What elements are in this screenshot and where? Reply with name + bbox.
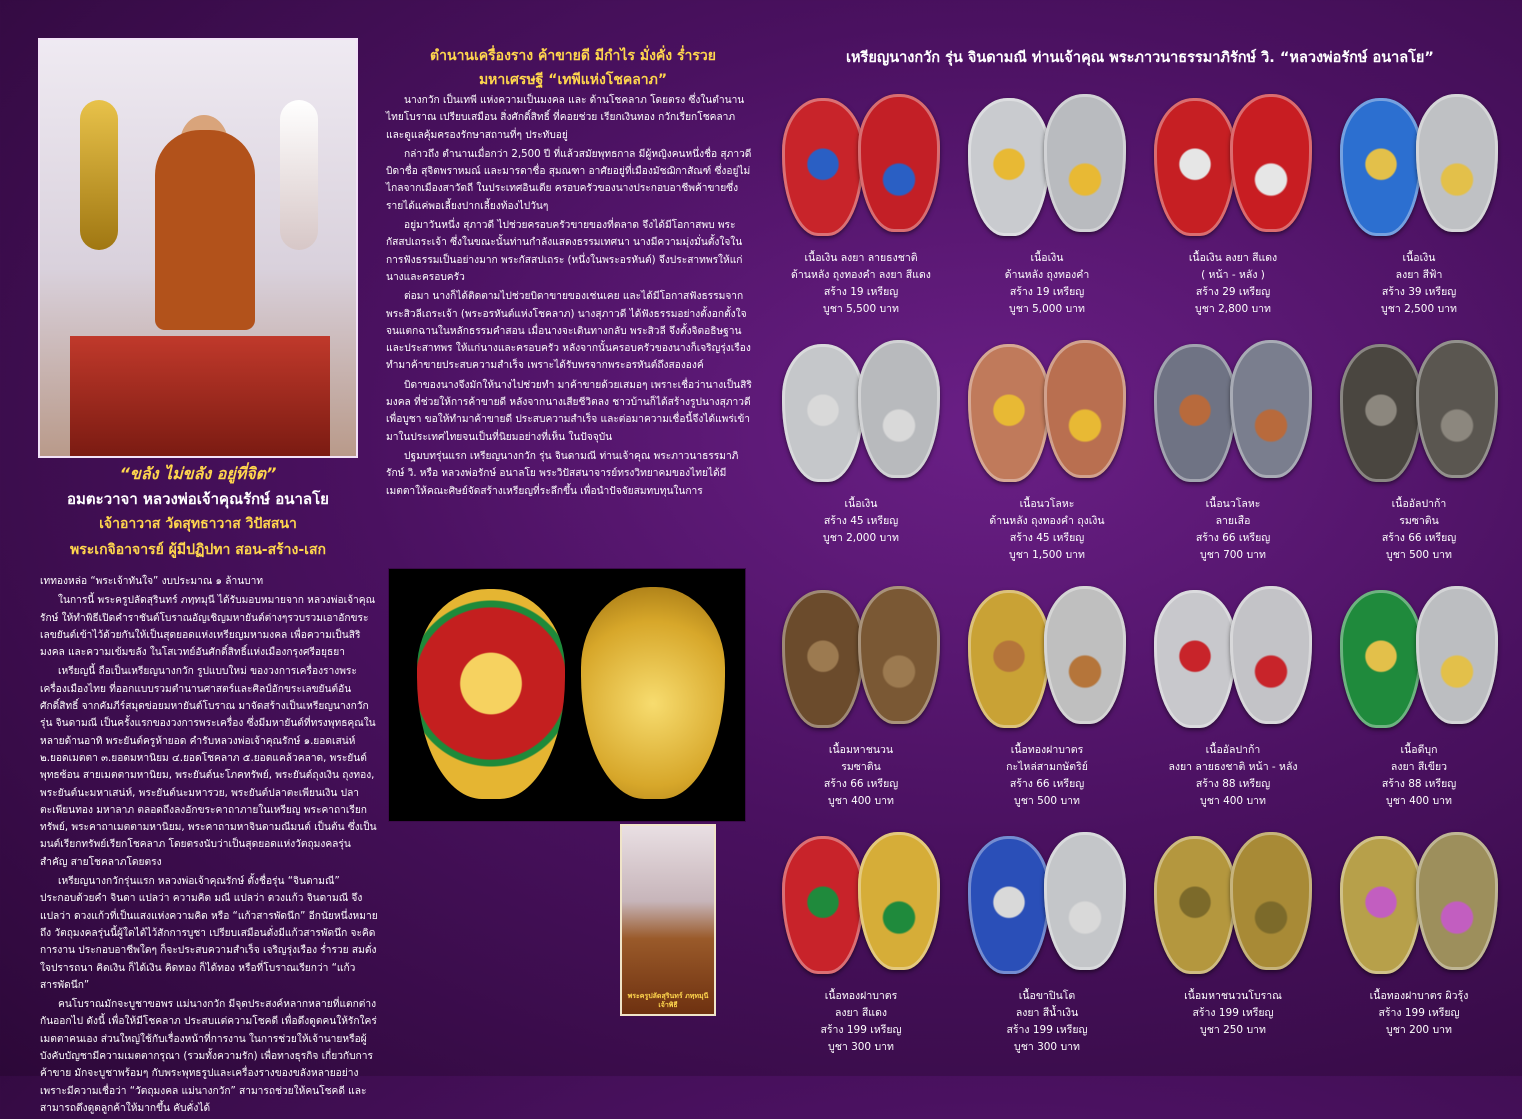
medal-description-line: บูชา 300 บาท [828, 1041, 894, 1053]
medal-item [1326, 822, 1512, 1068]
medal-front [968, 590, 1050, 728]
featured-medal-photo [388, 568, 746, 822]
medal-description-line: เนื้อเงิน ลงยา สีแดง [1188, 252, 1278, 264]
medal-description-line: สร้าง 45 เหรียญ [823, 515, 899, 527]
medal-back [1416, 340, 1498, 478]
medal-description-line: ลงยา สีแดง [834, 1007, 888, 1019]
medal-description [954, 496, 1140, 564]
medal-front [1154, 98, 1236, 236]
medal-thumbnail [1336, 828, 1502, 978]
medal-back [1230, 94, 1312, 232]
medal-description-line: ลงยา สีฟ้า [1395, 269, 1443, 281]
gold-ornament-left [80, 100, 118, 250]
medal-item [768, 330, 954, 576]
medal-description-line: ลงยา ลายธงชาติ หน้า - หลัง [1168, 761, 1298, 773]
medal-thumbnail [1336, 90, 1502, 240]
medal-item [1140, 822, 1326, 1068]
ceremony-master-caption [622, 992, 714, 1010]
medal-front [782, 836, 864, 974]
medal-description-line: ด้านหลัง ถุงทองคำ [1004, 269, 1090, 281]
medal-description-line: สร้าง 88 เหรียญ [1381, 778, 1457, 790]
medal-front [1340, 344, 1422, 482]
medal-description-line: สร้าง 19 เหรียญ [823, 286, 899, 298]
medal-description-line: เนื้อทองฝาบาตร ผิวรุ้ง [1369, 990, 1469, 1002]
medal-front [1154, 344, 1236, 482]
medal-description-line: รมซาติน [1399, 515, 1439, 527]
altar [70, 336, 330, 456]
medal-description-line: สร้าง 39 เหรียญ [1381, 286, 1457, 298]
medal-description-line: เนื้อนวโลหะ [1019, 498, 1075, 510]
medal-description-line: เนื้อเงิน ลงยา ลายธงชาติ [804, 252, 918, 264]
medal-description [768, 988, 954, 1056]
ceremony-master-name: พระครูปลัดสุรินทร์ ภทฺทมุนี [627, 992, 709, 1000]
medal-description-line: บูชา 200 บาท [1386, 1024, 1452, 1036]
medal-description-line: รมซาติน [841, 761, 881, 773]
medal-description-line: เนื้อทองฝาบาตร [1010, 744, 1084, 756]
medal-front [1154, 836, 1236, 974]
medal-description [768, 496, 954, 547]
medal-description [954, 988, 1140, 1056]
medal-description-line: เนื้ออัลปาก้า [1205, 744, 1261, 756]
medal-thumbnail [1336, 336, 1502, 486]
medal-thumbnail [964, 336, 1130, 486]
left-paragraph: คนโบราณมักจะบูชาขอพร แม่นางกวัก มีจุดประสงค์หลากหลายที่แตกต่างกันออกไป ดังนี้ เพื่อให้มีโชคลาภ ประสบแต่ความโชคดี เพื่อดึงดูดคนให้รักใคร่เมตตาคนเอง ส่วนใหญ่ใช้กับเรื่องหน้าที่การงาน ในการช่วยให้เจ้านายหรือผู้บังคับบัญชามีความเมตตากรุณา (รวมทั้งความรัก) เพื่อทางธุรกิจ เกี่ยวกับการค้าขาย มักจะบูชาพร้อมๆ กับพระพุทธรูปและเครื่องรางของขลังหลายอย่าง เพราะมีความเชื่อว่า “วัตถุมงคล แม่นางกวัก” สามารถช่วยให้คนโชคดี และสามารถดึงดูดลูกค้าให้มากขึ้น คับคั่งได้ [40, 999, 377, 1114]
medal-back [1230, 586, 1312, 724]
medal-item [954, 576, 1140, 822]
medal-description-line: สร้าง 66 เหรียญ [1381, 532, 1457, 544]
medal-description-line: บูชา 400 บาท [828, 795, 894, 807]
medal-item [1140, 84, 1326, 330]
medal-front [417, 589, 565, 799]
medal-description [1140, 742, 1326, 810]
medal-description-line: เนื้อนวโลหะ [1205, 498, 1261, 510]
legend-title [400, 44, 746, 92]
medal-description-line: ด้านหลัง ถุงทองคำ ลงยา สีแดง [791, 269, 931, 281]
legend-title-line-2: มหาเศรษฐี “เทพีแห่งโชคลาภ” [478, 72, 668, 88]
legend-title-line-1: ตำนานเครื่องราง ค้าขายดี มีกำไร มั่งคั่ง ร่ำรวย [430, 48, 716, 64]
medal-description [1326, 250, 1512, 318]
medal-front [1154, 590, 1236, 728]
medal-item [1140, 330, 1326, 576]
medal-back [858, 94, 940, 232]
medal-description-line: บูชา 5,000 บาท [1009, 303, 1085, 315]
medal-description [768, 742, 954, 810]
mid-paragraph: ต่อมา นางก็ได้ติดตามไปช่วยบิดาขายของเช่นเคย และได้มีโอกาสฟังธรรมจาก พระสิวลีเถระเจ้า (พระอรหันต์แห่งโชคลาภ) นางสุภาวดี ได้ฟังธรรมอย่างตั้งอกตั้งใจจนแตกฉานในหลักธรรมคำสอน เมื่อนางจะเดินทางกลับ พระสิวลี จึงตั้งจิตอธิษฐานและประสาทพร ให้แก่นางและครอบครัว หลังจากนั้นครอบครัวของนางก็เจริญรุ่งเรือง ทำมาค้าขายประสบความสำเร็จ เพราะได้รับพรจากพระอรหันต์ถึงสององค์ [386, 291, 751, 372]
medal-back [1044, 832, 1126, 970]
medal-back [1416, 94, 1498, 232]
medal-item [1140, 576, 1326, 822]
medal-item [954, 330, 1140, 576]
medal-description-line: บูชา 2,800 บาท [1195, 303, 1271, 315]
medal-description [1140, 988, 1326, 1039]
caption-quote: “ขลัง ไม่ขลัง อยู่ที่จิต” [119, 464, 277, 483]
medal-description-line: สร้าง 45 เหรียญ [1009, 532, 1085, 544]
medal-description-line: ลงยา สีน้ำเงิน [1015, 1007, 1079, 1019]
medal-description-line: ลงยา สีเขียว [1390, 761, 1448, 773]
medal-description-line: เนื้ออัลปาก้า [1391, 498, 1447, 510]
caption-name: อมตะวาจา หลวงพ่อเจ้าคุณรักษ์ อนาลโย [67, 490, 329, 508]
medal-description-line: ด้านหลัง ถุงทองคำ ถุงเงิน [989, 515, 1105, 527]
medal-description-line: เนื้อเงิน [1030, 252, 1064, 264]
medal-front [1340, 98, 1422, 236]
medal-description-line: เนื้อมหาชนวนโบราณ [1184, 990, 1282, 1002]
medal-description-line: บูชา 250 บาท [1200, 1024, 1266, 1036]
medal-description [1326, 988, 1512, 1039]
medal-description-line: บูชา 500 บาท [1014, 795, 1080, 807]
medal-description-line: สร้าง 199 เหรียญ [820, 1024, 902, 1036]
medal-description-line: สร้าง 19 เหรียญ [1009, 286, 1085, 298]
medal-back [1416, 832, 1498, 970]
medal-description-line: บูชา 400 บาท [1200, 795, 1266, 807]
medal-thumbnail [1150, 90, 1316, 240]
medal-description [954, 250, 1140, 318]
medal-thumbnail [1150, 828, 1316, 978]
legend-article [386, 92, 752, 502]
medal-description-line: เนื้อมหาชนวน [828, 744, 894, 756]
medal-thumbnail [1150, 336, 1316, 486]
medal-thumbnail [964, 828, 1130, 978]
monk-robe [155, 130, 255, 330]
medal-thumbnail [778, 828, 944, 978]
medal-description-line: บูชา 5,500 บาท [823, 303, 899, 315]
mid-paragraph: อยู่มาวันหนึ่ง สุภาวดี ไปช่วยครอบครัวขายของที่ตลาด จึงได้มีโอกาสพบ พระกัสสปเถระเจ้า ซึ่งในขณะนั้นท่านกำลังแสดงธรรมเทศนา นางมีความมุ่งมั่นตั้งใจในการฟังธรรมเป็นอย่างมาก พระกัสสปเถระ (หนึ่งในพระอรหันต์) จึงประสาทพรให้แก่นางและครอบครัว [386, 220, 743, 283]
medal-item [954, 84, 1140, 330]
medal-front [782, 344, 864, 482]
caption-role: เจ้าอาวาส วัดสุทธาวาส วิปัสสนา [99, 516, 297, 532]
medal-front [968, 836, 1050, 974]
mid-paragraph: บิดาของนางจึงมักให้นางไปช่วยทำ มาค้าขายด้วยเสมอๆ เพราะเชื่อว่านางเป็นสิริมงคล ที่ช่วยให้การค้าขายดี หลังจากนางเสียชีวิตลง ชาวบ้านก็ได้สร้างรูปนางสุภาวดีเพื่อบูชา ขอให้ทำมาค้าขายดี ประสบความสำเร็จ และต่อมาความเชื่อนี้จึงได้แพร่เข้ามาในประเทศไทยจนเป็นที่นิยมอย่างที่เห็น ในปัจจุบัน [386, 379, 752, 443]
medal-description [1140, 250, 1326, 318]
medal-thumbnail [778, 582, 944, 732]
medal-description-line: ( หน้า - หลัง ) [1201, 269, 1265, 281]
medal-thumbnail [964, 582, 1130, 732]
medal-description [768, 250, 954, 318]
medal-front [782, 590, 864, 728]
medal-description-line: บูชา 1,500 บาท [1009, 549, 1085, 561]
ceremony-master-role: เจ้าพิธี [658, 1001, 678, 1009]
medal-thumbnail [964, 90, 1130, 240]
medal-front [1340, 836, 1422, 974]
mid-paragraph: นางกวัก เป็นเทพี แห่งความเป็นมงคล และ ด้านโชคลาภ โดยตรง ซึ่งในตำนานไทยโบราณ เปรียบเสมือน สิ่งศักดิ์สิทธิ์ ที่คอยช่วย เรียกเงินทอง กวักเรียกโชคลาภ และดูแลคุ้มครองรักษาสถานที่ๆ ประทับอยู่ [386, 95, 745, 141]
medal-description-line: กะไหล่สามกษัตริย์ [1006, 761, 1088, 773]
abbot-photo [38, 38, 358, 458]
medal-description-line: บูชา 500 บาท [1386, 549, 1452, 561]
medal-back [1416, 586, 1498, 724]
mid-paragraph: ปฐมบทรุ่นแรก เหรียญนางกวัก รุ่น จินดามณี ท่านเจ้าคุณ พระภาวนาธรรมาภิรักษ์ วิ. หรือ หลวงพ่อรักษ์ อนาลโย พระวิปัสสนาจารย์ทรงวิทยาคมของไทยได้มีเมตตาให้คณะศิษย์จัดสร้างเหรียญที่ระลึกขึ้น เพื่อนำปัจจัยสมทบทุนในการ [386, 450, 739, 497]
ceremony-master-photo [620, 824, 716, 1016]
left-paragraph: ในการนี้ พระครูปลัดสุรินทร์ ภทฺทมุนี ได้รับมอบหมายจาก หลวงพ่อเจ้าคุณรักษ์ ให้ทำพิธีเปิดคำราชันต์โบราณอัญเชิญมหายันต์ต่างๆรวบรวมเอาอักขระเลขยันต์เข้าไว้ด้วยกันให้เป็นสุดยอดแห่งเหรียญมหามงคล เพื่อความเป็นสิริมงคล และความเข้มขลัง ในโสเวทย์อันศักดิ์สิทธิ์แห่งเมืองกรุงศรีอยุธยา [40, 595, 376, 659]
catalog-title: เหรียญนางกวัก รุ่น จินดามณี ท่านเจ้าคุณ พระภาวนาธรรมาภิรักษ์ วิ. “หลวงพ่อรักษ์ อนาลโย” [846, 50, 1434, 66]
left-paragraph: เหรียญนางกวักรุ่นแรก หลวงพ่อเจ้าคุณรักษ์ ตั้งชื่อรุ่น “จินดามณี” ประกอบด้วยคำ จินดา แปลว่า ความคิด มณี แปลว่า ดวงแก้ว จินดามณี จึงแปลว่า ดวงแก้วที่เป็นแสงแห่งความคิด หรือ “แก้วสารพัดนึก” อีกนัยหนึ่งหมายถึง วัตถุมงคลรุ่นนี้ผู้ใดได้ไว้สักการบูชา เปรียบเสมือนดั่งมีแก้วสารพัดนึก จะคิดการงาน ประกอบอาชีพใดๆ ก็จะประสบความสำเร็จ เจริญรุ่งเรือง ร่ำรวย สมดั่งใจปรารถนา คิดเงิน ก็ได้เงิน คิดทอง ก็ได้ทอง หรือที่โบราณเรียกว่า “แก้วสารพัดนึก” [40, 876, 378, 991]
medal-description-line: เนื้อทองฝาบาตร [824, 990, 898, 1002]
medal-description-line: สร้าง 88 เหรียญ [1195, 778, 1271, 790]
medal-item [1326, 576, 1512, 822]
medal-back [1044, 94, 1126, 232]
medal-description [1326, 496, 1512, 564]
medal-description-line: เนื้อดีบุก [1400, 744, 1438, 756]
medal-description [1326, 742, 1512, 810]
medal-thumbnail [1336, 582, 1502, 732]
medal-item [768, 576, 954, 822]
medal-back [858, 340, 940, 478]
medal-description-line: สร้าง 199 เหรียญ [1006, 1024, 1088, 1036]
medal-description-line: เนื้อขาปินโต [1018, 990, 1076, 1002]
medal-description-line: สร้าง 66 เหรียญ [1195, 532, 1271, 544]
medal-thumbnail [778, 336, 944, 486]
left-paragraph: เหรียญนี้ ถือเป็นเหรียญนางกวัก รูปแบบใหม่ ของวงการเครื่องรางพระเครื่องเมืองไทย ที่ออกแบบรวมตำนานศาสตร์และศิลป์อักขระเลขยันต์อันศักดิ์สิทธิ์ จากคัมภีร์สมุดข่อยมหายันต์โบราณ มาจัดสร้างเป็นเหรียญนางกวัก รุ่น จินดามณี เป็นครั้งแรกของวงการพระเครื่อง ซึ่งมีมหายันต์ที่ทรงพุทธคุณในหลายด้านอาทิ พระยันต์ครูห้ายอด คำรับหลวงพ่อเจ้าคุณรักษ์ ๑.ยอดเสน่ห์ ๒.ยอดเมตตา ๓.ยอดมหานิยม ๔.ยอดโชคลาภ ๕.ยอดแคล้วคลาด, พระยันต์พุทธซ้อน สายเมตตามหานิยม, พระยันต์นะโภคทรัพย์, พระยันต์ถุงเงิน ถุงทอง, พระยันต์นะมหาเสน่ห์, พระยันต์นะมหารวย, พระยันต์ปลาตะเพียนเงิน ปลาตะเพียนทอง มหาลาภ ตลอดถึงลงอักขระคาถาภายในเหรียญ พระคาถาเรียกทรัพย์, พระคาถาเมตตามหานิยม, พระคาถามหาจินดามณีมนต์ เป็นต้น ซึ่งเป็นมนต์เรียกทรัพย์เรียกโชคลาภ โดยตรงนับว่าเป็นสุดยอดแห่งวัตถุมงคลรุ่นสำคัญ สายโชคลาภโดยตรง [40, 666, 377, 868]
medal-description-line: เนื้อเงิน [1402, 252, 1436, 264]
medal-catalog-grid [768, 84, 1512, 1068]
white-ornament-right [280, 100, 318, 250]
medal-item [954, 822, 1140, 1068]
medal-back [858, 832, 940, 970]
medal-back [1044, 586, 1126, 724]
medal-description [1140, 496, 1326, 564]
medal-description [954, 742, 1140, 810]
medal-item [1326, 330, 1512, 576]
medal-description-line: สร้าง 66 เหรียญ [823, 778, 899, 790]
medal-item [768, 84, 954, 330]
medal-description-line: บูชา 300 บาท [1014, 1041, 1080, 1053]
medal-front [1340, 590, 1422, 728]
medal-back [858, 586, 940, 724]
medal-back [1044, 340, 1126, 478]
medal-back [581, 587, 725, 799]
medal-description-line: ลายเสือ [1215, 515, 1251, 527]
left-article [40, 573, 378, 1119]
medal-description-line: บูชา 700 บาท [1200, 549, 1266, 561]
medal-item [1326, 84, 1512, 330]
medal-item [768, 822, 954, 1068]
mid-paragraph: กล่าวถึง ตำนานเมื่อกว่า 2,500 ปี ที่แล้วสมัยพุทธกาล มีผู้หญิงคนหนึ่งชื่อ สุภาวดี บิดาชื่อ สุจิตพราหมณ์ และมารดาชื่อ สุมณฑา อาศัยอยู่ที่เมืองมัชฌิกาสัณฑ์ ซึ่งอยู่ไม่ไกลจากเมืองสาวัตถี ในประเทศอินเดีย ครอบครัวของนางประกอบอาชีพค้าขายซึ่งรายได้แค่พอเลี้ยงปากเลี้ยงท้องไปวันๆ [386, 148, 752, 212]
medal-description-line: บูชา 2,500 บาท [1381, 303, 1457, 315]
left-paragraph: เททองหล่อ “พระเจ้าทันใจ” งบประมาณ ๑ ล้านบาท [40, 576, 264, 587]
medal-front [782, 98, 864, 236]
medal-description-line: สร้าง 66 เหรียญ [1009, 778, 1085, 790]
medal-back [1230, 340, 1312, 478]
medal-description-line: สร้าง 199 เหรียญ [1378, 1007, 1460, 1019]
medal-front [968, 98, 1050, 236]
caption-role-2: พระเกจิอาจารย์ ผู้มีปฏิปทา สอน-สร้าง-เสก [70, 542, 326, 558]
medal-thumbnail [778, 90, 944, 240]
medal-description-line: สร้าง 29 เหรียญ [1195, 286, 1271, 298]
medal-thumbnail [1150, 582, 1316, 732]
medal-description-line: สร้าง 199 เหรียญ [1192, 1007, 1274, 1019]
medal-description-line: เนื้อเงิน [844, 498, 878, 510]
medal-back [1230, 832, 1312, 970]
medal-front [968, 344, 1050, 482]
medal-description-line: บูชา 2,000 บาท [823, 532, 899, 544]
medal-description-line: บูชา 400 บาท [1386, 795, 1452, 807]
